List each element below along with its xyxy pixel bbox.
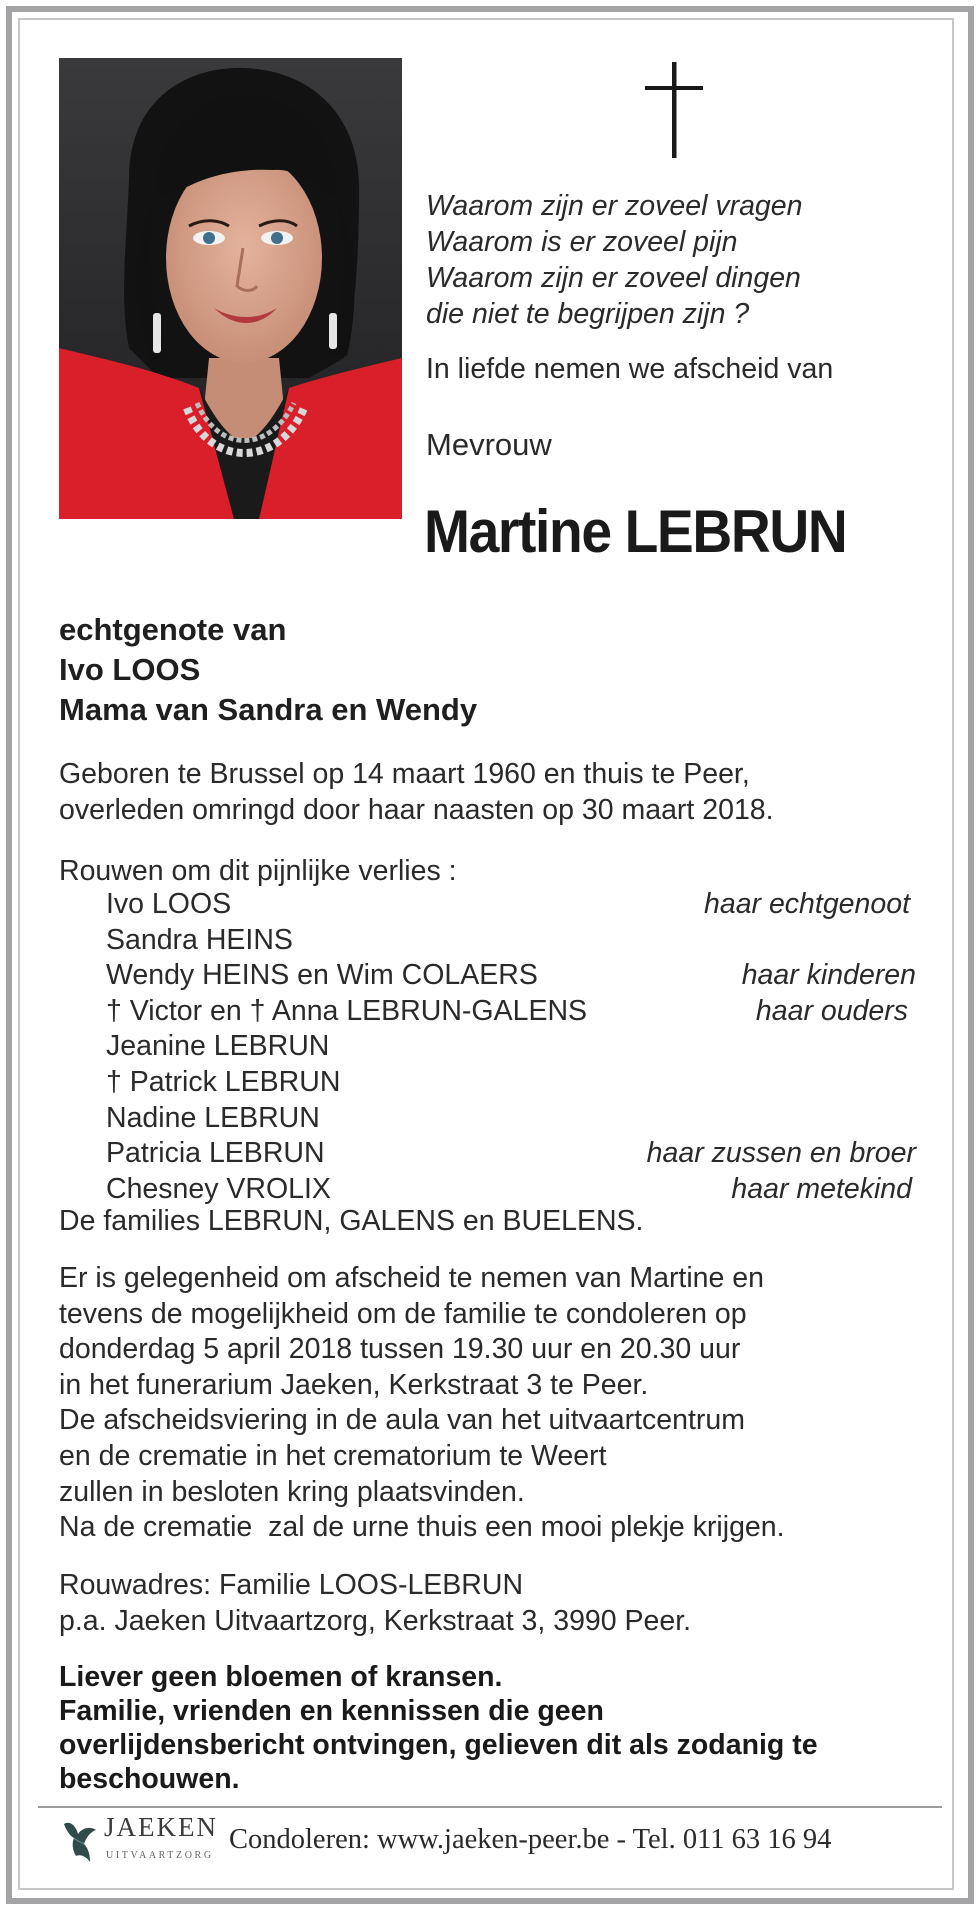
mourner-name: Patricia LEBRUN — [106, 1137, 325, 1170]
dove-logo-icon — [60, 1816, 100, 1866]
mourner-name: Sandra HEINS — [106, 923, 293, 956]
info-line: in het funerarium Jaeken, Kerkstraat 3 te Peer. — [59, 1368, 649, 1401]
poem-line: die niet te begrijpen zijn ? — [426, 298, 750, 330]
mourner-row — [106, 923, 916, 959]
notice-line: beschouwen. — [59, 1763, 240, 1795]
address-line: Rouwadres: Familie LOOS-LEBRUN — [59, 1569, 524, 1601]
relation-line: echtgenote van — [59, 612, 287, 647]
mourner-name: † Victor en † Anna LEBRUN-GALENS — [106, 994, 588, 1027]
info-line: en de crematie in het crematorium te Weert — [59, 1439, 607, 1472]
info-line: Er is gelegenheid om afscheid te nemen van Martine en — [59, 1262, 764, 1294]
mourner-name: Wendy HEINS en Wim COLAERS — [106, 959, 538, 992]
mourner-name: Chesney VROLIX — [106, 1172, 331, 1205]
birth-line: Geboren te Brussel op 14 maart 1960 en thuis te Peer, — [59, 758, 750, 790]
mourner-row — [106, 994, 916, 1030]
info-line: tevens de mogelijkheid om de familie te condoleren op — [59, 1297, 747, 1330]
mourner-name: Ivo LOOS — [106, 888, 232, 920]
birth-line: overleden omringd door haar naasten op 30 maart 2018. — [59, 794, 774, 826]
portrait-illustration — [59, 58, 402, 519]
mourner-row — [106, 958, 916, 994]
footer-divider — [38, 1806, 942, 1808]
notice-line: overlijdensbericht ontvingen, gelieven dit als zodanig te — [59, 1729, 818, 1761]
notice-line: Familie, vrienden en kennissen die geen — [59, 1695, 604, 1727]
mourner-row — [106, 1136, 916, 1172]
mourners-heading: Rouwen om dit pijnlijke verlies : — [59, 855, 457, 887]
ceremony-info — [59, 1261, 785, 1546]
mourners-list — [106, 887, 916, 1207]
logo-name: JAEKEN — [104, 1812, 218, 1842]
info-line: zullen in besloten kring plaatsvinden. — [59, 1475, 525, 1508]
relation-block — [59, 610, 477, 730]
flowers-notice — [59, 1660, 818, 1796]
mourner-row — [106, 1029, 916, 1065]
info-line: donderdag 5 april 2018 tussen 19.30 uur en 20.30 uur — [59, 1333, 741, 1366]
birth-death-text — [59, 756, 774, 828]
mourner-row — [106, 1065, 916, 1101]
poem-line: Waarom zijn er zoveel dingen — [426, 262, 801, 294]
mourner-row — [106, 887, 916, 923]
deceased-name: Martine LEBRUN — [424, 498, 847, 565]
honorific: Mevrouw — [426, 427, 552, 462]
mourner-role: haar metekind — [731, 1172, 912, 1205]
portrait-photo — [59, 58, 402, 519]
cross-icon — [645, 62, 703, 158]
mourner-name: † Patrick LEBRUN — [106, 1065, 341, 1098]
mourner-name: Jeanine LEBRUN — [106, 1030, 330, 1063]
relation-line: Mama van Sandra en Wendy — [59, 692, 478, 727]
mourner-name: Nadine LEBRUN — [106, 1101, 320, 1134]
mourning-address — [59, 1567, 691, 1639]
relation-line: Ivo LOOS — [59, 652, 201, 687]
notice-line: Liever geen bloemen of kransen. — [59, 1661, 503, 1693]
condolence-contact: Condoleren: www.jaeken-peer.be - Tel. 011 63 16 94 — [229, 1824, 832, 1855]
mourner-row — [106, 1101, 916, 1137]
mourner-role: haar kinderen — [741, 959, 916, 992]
poem-line: Waarom zijn er zoveel vragen — [426, 190, 803, 222]
mourner-row — [106, 1172, 916, 1208]
mourner-role: haar ouders — [755, 994, 908, 1027]
info-line: De afscheidsviering in de aula van het uitvaartcentrum — [59, 1404, 745, 1437]
address-line: p.a. Jaeken Uitvaartzorg, Kerkstraat 3, 3990 Peer. — [59, 1605, 692, 1637]
info-line: Na de crematie zal de urne thuis een mooi plekje krijgen. — [59, 1511, 785, 1544]
families-line: De families LEBRUN, GALENS en BUELENS. — [59, 1205, 644, 1237]
logo-subtitle: UITVAARTZORG — [106, 1850, 214, 1861]
poem — [426, 188, 802, 332]
mourner-role: haar zussen en broer — [646, 1137, 916, 1170]
mourner-role: haar echtgenoot — [704, 888, 910, 920]
farewell-intro: In liefde nemen we afscheid van — [426, 353, 834, 385]
poem-line: Waarom is er zoveel pijn — [426, 226, 738, 258]
